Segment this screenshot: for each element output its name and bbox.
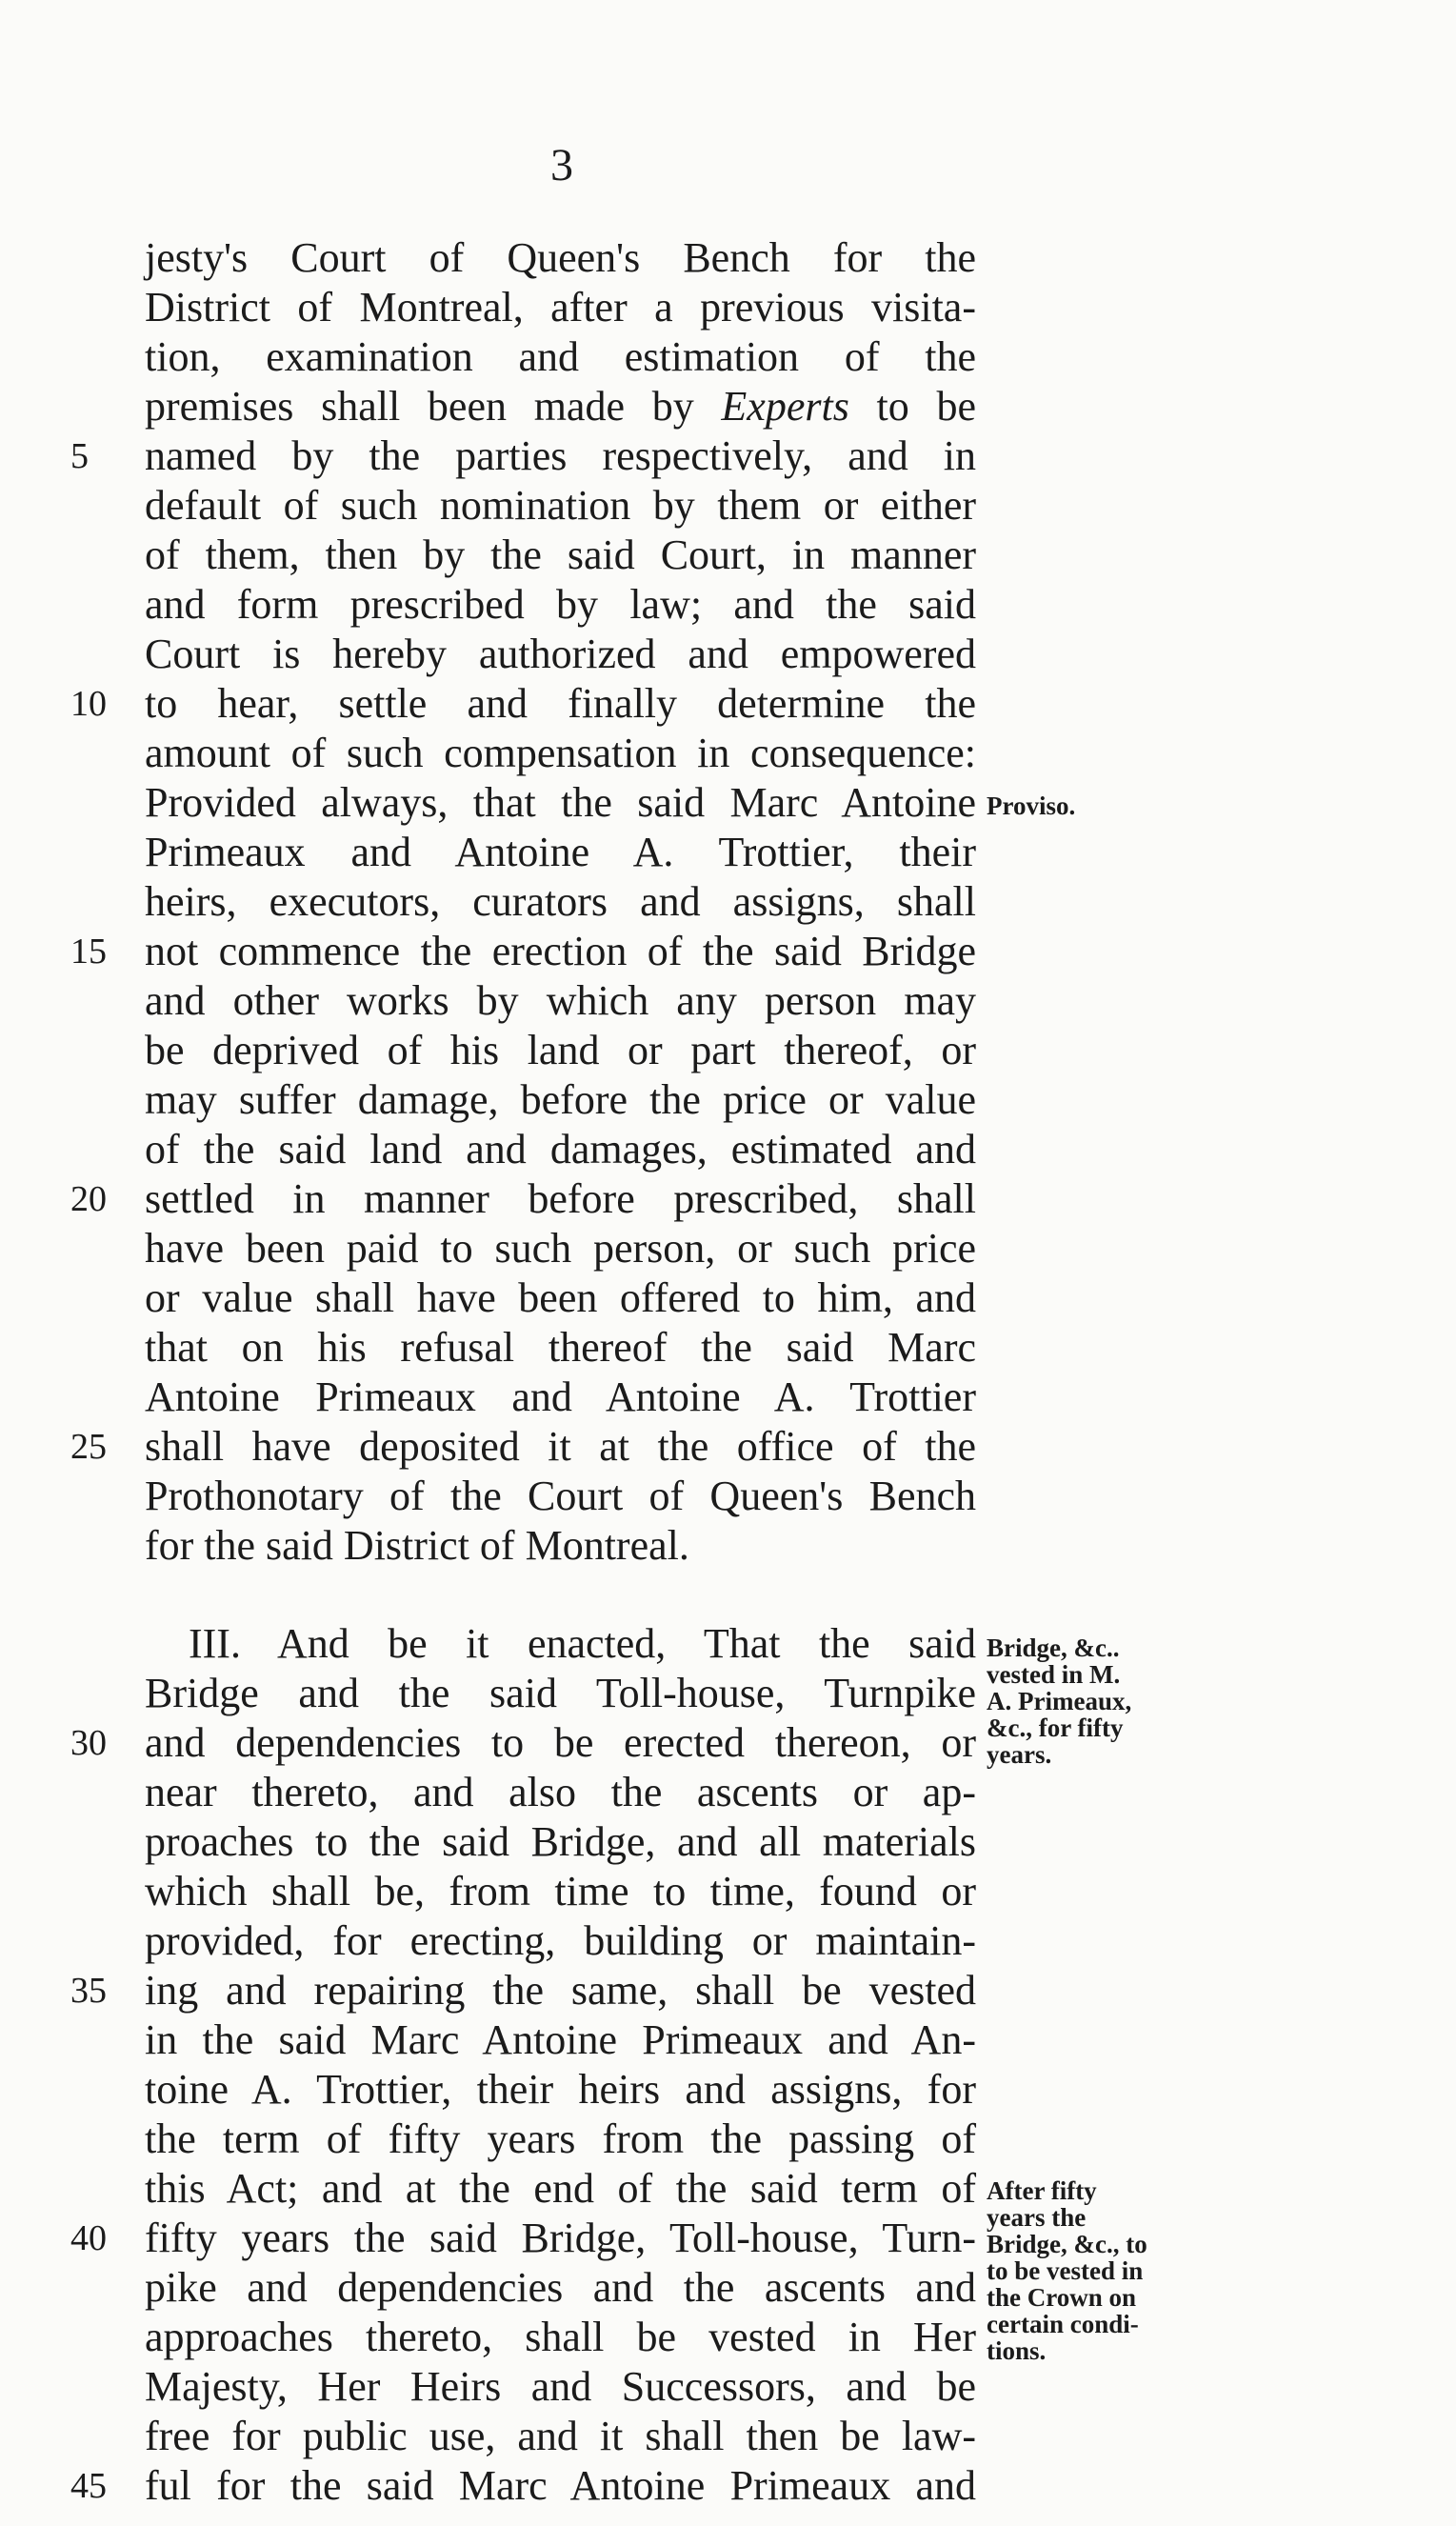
text-line: tion, examination and estimation of the <box>145 333 976 380</box>
text-line: of them, then by the said Court, in manner <box>145 531 976 578</box>
text-line: Provided always, that the said Marc Antoine <box>145 779 976 826</box>
text-line: and form prescribed by law; and the said <box>145 581 976 628</box>
margin-note-line: tions. <box>987 2336 1047 2365</box>
margin-note-line: certain condi- <box>987 2310 1139 2338</box>
text-line: near thereto, and also the ascents or ap- <box>145 1769 976 1815</box>
text-line: that on his refusal thereof the said Marc <box>145 1324 976 1371</box>
text-line: Prothonotary of the Court of Queen's Bench <box>145 1473 976 1519</box>
text-line: of the said land and damages, estimated and <box>145 1126 976 1173</box>
text-line: District of Montreal, after a previous visita- <box>145 284 976 331</box>
margin-note-line: Bridge, &c.. <box>987 1634 1120 1662</box>
margin-note-line: the Crown on <box>987 2283 1137 2312</box>
page-number: 3 <box>550 140 573 190</box>
text-line: be deprived of his land or part thereof, or <box>145 1027 976 1073</box>
text-line: shall have deposited it at the office of the <box>145 1423 976 1470</box>
text-line: toine A. Trottier, their heirs and assigns, for <box>145 2066 976 2113</box>
text-line: settled in manner before prescribed, shall <box>145 1175 976 1222</box>
text-line: ful for the said Marc Antoine Primeaux and <box>145 2462 976 2509</box>
line-number: 35 <box>70 1971 107 2011</box>
text-line: and other works by which any person may <box>145 977 976 1024</box>
line-number: 10 <box>70 684 107 724</box>
text-line: in the said Marc Antoine Primeaux and An- <box>145 2016 976 2063</box>
line-number: 15 <box>70 932 107 972</box>
text-line: amount of such compensation in consequence: <box>145 730 976 776</box>
line-number: 5 <box>70 436 89 476</box>
text-line: and dependencies to be erected thereon, or <box>145 1719 976 1766</box>
text-line: free for public use, and it shall then be law- <box>145 2413 976 2459</box>
margin-note-line: to be vested in <box>987 2256 1144 2285</box>
margin-note-line: After fifty <box>987 2176 1097 2205</box>
text-line: Antoine Primeaux and Antoine A. Trottier <box>145 1373 976 1420</box>
line-number: 25 <box>70 1427 107 1467</box>
text-line: proaches to the said Bridge, and all materials <box>145 1818 976 1865</box>
text-line: jesty's Court of Queen's Bench for the <box>145 234 976 281</box>
line-number: 20 <box>70 1179 107 1219</box>
text-line: III. And be it enacted, That the said <box>189 1620 976 1667</box>
text-line: heirs, executors, curators and assigns, shall <box>145 878 976 925</box>
italic-word: Experts <box>721 383 849 430</box>
text-line: for the said District of Montreal. <box>145 1522 689 1569</box>
text-line: Primeaux and Antoine A. Trottier, their <box>145 829 976 875</box>
line-number: 40 <box>70 2218 107 2258</box>
text-line: have been paid to such person, or such price <box>145 1225 976 1272</box>
text-line: premises shall been made by Experts to be <box>145 383 976 430</box>
text-line: which shall be, from time to time, found or <box>145 1868 976 1915</box>
text-line: named by the parties respectively, and in <box>145 432 976 479</box>
text-line: not commence the erection of the said Bridge <box>145 928 976 974</box>
text-line: Majesty, Her Heirs and Successors, and be <box>145 2363 976 2410</box>
text-line: Bridge and the said Toll-house, Turnpike <box>145 1670 976 1716</box>
margin-note-proviso: Proviso. <box>987 792 1076 820</box>
text-line: this Act; and at the end of the said term of <box>145 2165 976 2212</box>
line-number: 30 <box>70 1723 107 1763</box>
text-line: ing and repairing the same, shall be vested <box>145 1967 976 2014</box>
text-line: to hear, settle and finally determine the <box>145 680 976 727</box>
text-line: default of such nomination by them or either <box>145 482 976 529</box>
text-line: fifty years the said Bridge, Toll-house, Turn- <box>145 2215 976 2261</box>
text-line: pike and dependencies and the ascents and <box>145 2264 976 2311</box>
margin-note-line: &c., for fifty <box>987 1714 1124 1742</box>
margin-note-line: A. Primeaux, <box>987 1687 1132 1715</box>
text-line: Court is hereby authorized and empowered <box>145 631 976 677</box>
margin-note-line: years the <box>987 2203 1087 2232</box>
line-number: 45 <box>70 2466 107 2506</box>
text-line: approaches thereto, shall be vested in Her <box>145 2314 976 2360</box>
margin-note-line: Bridge, &c., to <box>987 2230 1147 2258</box>
text-line: the term of fifty years from the passing of <box>145 2115 976 2162</box>
margin-note-line: vested in M. <box>987 1660 1121 1689</box>
text-line: may suffer damage, before the price or value <box>145 1076 976 1123</box>
text-line: provided, for erecting, building or maintain- <box>145 1917 976 1964</box>
text-line: or value shall have been offered to him, and <box>145 1274 976 1321</box>
margin-note-line: years. <box>987 1740 1052 1769</box>
